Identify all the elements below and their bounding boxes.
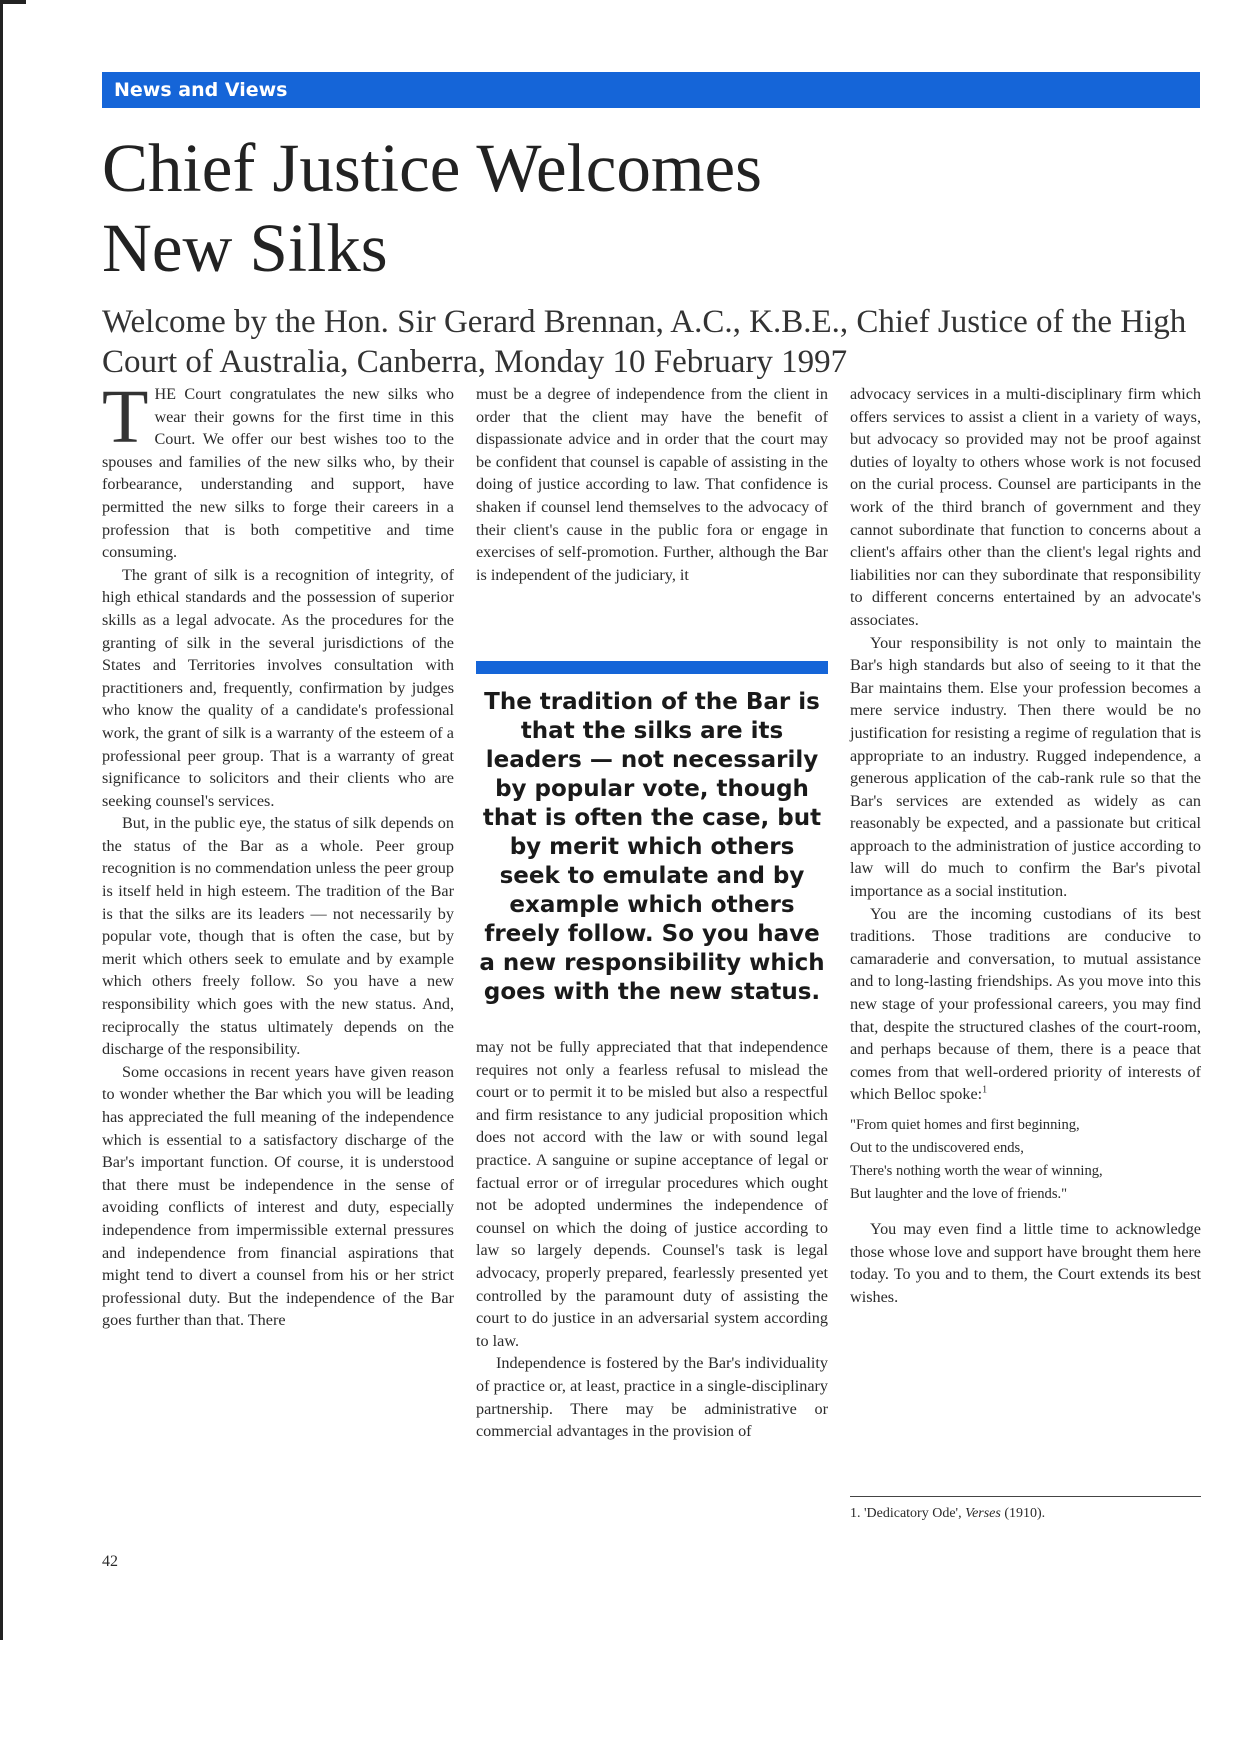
paragraph: Your responsibility is not only to maintain the Bar's high standards but also of seeing to it that the Bar maintains them. Else your profession becomes a mere service industry. Then there would be no justification for resisting a regime of regulation that is appropriate to an industry. Rugged independence, a generous application of the cab-rank rule so that the Bar's services are extended as widely as can reasonably be expected, and a passionate but critical approach to the administration of justice according to law will do much to confirm the Bar's pivotal importance as a social institution. — [850, 633, 1201, 901]
drop-cap: T — [102, 375, 149, 459]
page-edge-line — [0, 0, 3, 1640]
paragraph-text: HE Court congratulates the new silks who wear their gowns for the first time in this Court. We offer our best wishes too to the spouses and families of the new silks who, by their forbearance, understanding and support, have permitted the new silks to forge their careers in a profession that is both competitive and time consuming. — [102, 385, 454, 562]
verse-line: There's nothing worth the wear of winning, — [850, 1163, 1103, 1179]
footnote — [850, 1504, 1201, 1524]
paragraph: The grant of silk is a recognition of integrity, of high ethical standards and the possession of superior skills as a legal advocate. As the procedures for the granting of silk in the several jurisdictions of the States and Territories involves consultation with practitioners and, frequently, confirmation by judges who know the quality of a candidate's professional work, the grant of silk is a warranty of the esteem of a professional peer group. That is a warranty of great significance to solicitors and their clients who are seeking counsel's services. — [102, 565, 454, 810]
footnote-text: 'Dedicatory Ode', — [864, 1506, 962, 1521]
paragraph: may not be fully appreciated that that independence requires not only a fearless refusal to mislead the court or to permit it to be misled but also a respectful and firm resistance to any judicial proposition which does not accord with the law or with sound legal practice. A sanguine or supine acceptance of legal or factual error or of irregular procedures which ought not be adopted undermines the independence of counsel on which the doing of justice according to law so largely depends. Counsel's task is legal advocacy, properly prepared, fearlessly presented yet controlled by the paramount duty of assisting the court to do justice in an adversarial system according to law. — [476, 1038, 828, 1350]
paragraph: But, in the public eye, the status of silk depends on the status of the Bar as a whole. Peer group recognition is no commendation unless the peer group is itself held in high esteem. The tradition of the Bar is that the silks are its leaders — not necessarily by popular vote, though that is often the case, but by merit which others seek to emulate and by example which others freely follow. So you have a new responsibility which goes with the new status. And, reciprocally the status ultimately depends on the discharge of the responsibility. — [102, 814, 454, 1059]
section-header: News and Views — [102, 72, 1200, 108]
paragraph: You may even find a little time to acknowledge those whose love and support have brought them here today. To you and to them, the Court extends its best wishes. — [850, 1220, 1201, 1306]
footnote-italic: Verses — [965, 1506, 1001, 1521]
article-title — [102, 128, 1162, 288]
verse-quote — [850, 1114, 1201, 1206]
paragraph: Independence is fostered by the Bar's individuality of practice or, at least, practice in a single-disciplinary partnership. There may be administrative or commercial advantages in the provision of — [476, 1354, 828, 1441]
title-line-2: New Silks — [102, 210, 388, 286]
title-line-1: Chief Justice Welcomes — [102, 130, 763, 206]
paragraph — [102, 375, 454, 564]
pull-quote-bar — [476, 661, 828, 674]
paragraph: advocacy services in a multi-disciplinary firm which offers services to assist a client in a variety of ways, but advocacy so provided may not be proof against duties of loyalty to others whose work is not focused on the curial process. Counsel are participants in the work of the third branch of government and they cannot subordinate that function to concerns about a client's affairs other than the client's legal rights and liabilities nor can they subordinate that responsibility to different concerns entertained by an advocate's associates. — [850, 385, 1201, 629]
footnote-number: 1. — [850, 1506, 861, 1521]
paragraph-text: You are the incoming custodians of its best traditions. Those traditions are conducive to camaraderie and conversation, to mutual assistance and to long-lasting friendships. As you move into this new stage of your professional careers, you may find that, despite the structured clashes of the court-room, and perhaps because of them, there is a peace that comes from that well-ordered priority of interests of which Belloc spoke: — [850, 904, 1201, 1104]
column-1 — [102, 375, 454, 1332]
paragraph: must be a degree of independence from the client in order that the client may have the benefit of dispassionate advice and in order that the court may be confident that counsel is capable of assisting in the doing of justice according to law. That confidence is shaken if counsel lend themselves to the advocacy of their client's cause in the public fora or engage in exercises of self-promotion. Further, although the Bar is independent of the judiciary, it — [476, 385, 828, 584]
page-number: 42 — [102, 1553, 118, 1570]
pull-quote: The tradition of the Bar is that the silks are its leaders — not necessarily by popular vote, though that is often the case, but by merit which others seek to emulate and by example which others freely follow. So you have a new responsibility which goes with the new status. — [479, 689, 825, 1005]
footnote-year: (1910). — [1004, 1506, 1046, 1521]
verse-line: But laughter and the love of friends." — [850, 1186, 1068, 1202]
verse-line: Out to the undiscovered ends, — [850, 1140, 1024, 1156]
footnote-divider — [850, 1496, 1201, 1497]
paragraph — [850, 903, 1201, 1106]
column-2-top — [476, 383, 828, 586]
column-2-bottom — [476, 1036, 828, 1443]
footnote-reference: 1 — [982, 1085, 988, 1097]
column-3 — [850, 383, 1201, 1308]
verse-line: "From quiet homes and first beginning, — [850, 1117, 1080, 1133]
paragraph: Some occasions in recent years have given reason to wonder whether the Bar which you will be leading has appreciated the full meaning of the independence which is essential to a satisfactory discharge of the Bar's important function. Of course, it is understood that there must be independence in the sense of avoiding conflicts of interest and duty, especially independence from impermissible external pressures and independence from financial aspirations that might tend to divert a counsel from his or her strict professional duty. But the independence of the Bar goes further than that. There — [102, 1062, 454, 1330]
page-edge-tick — [0, 0, 26, 4]
article-subtitle: Welcome by the Hon. Sir Gerard Brennan, A.C., K.B.E., Chief Justice of the High Court of Australia, Canberra, Monday 10 February 1997 — [102, 304, 1187, 380]
